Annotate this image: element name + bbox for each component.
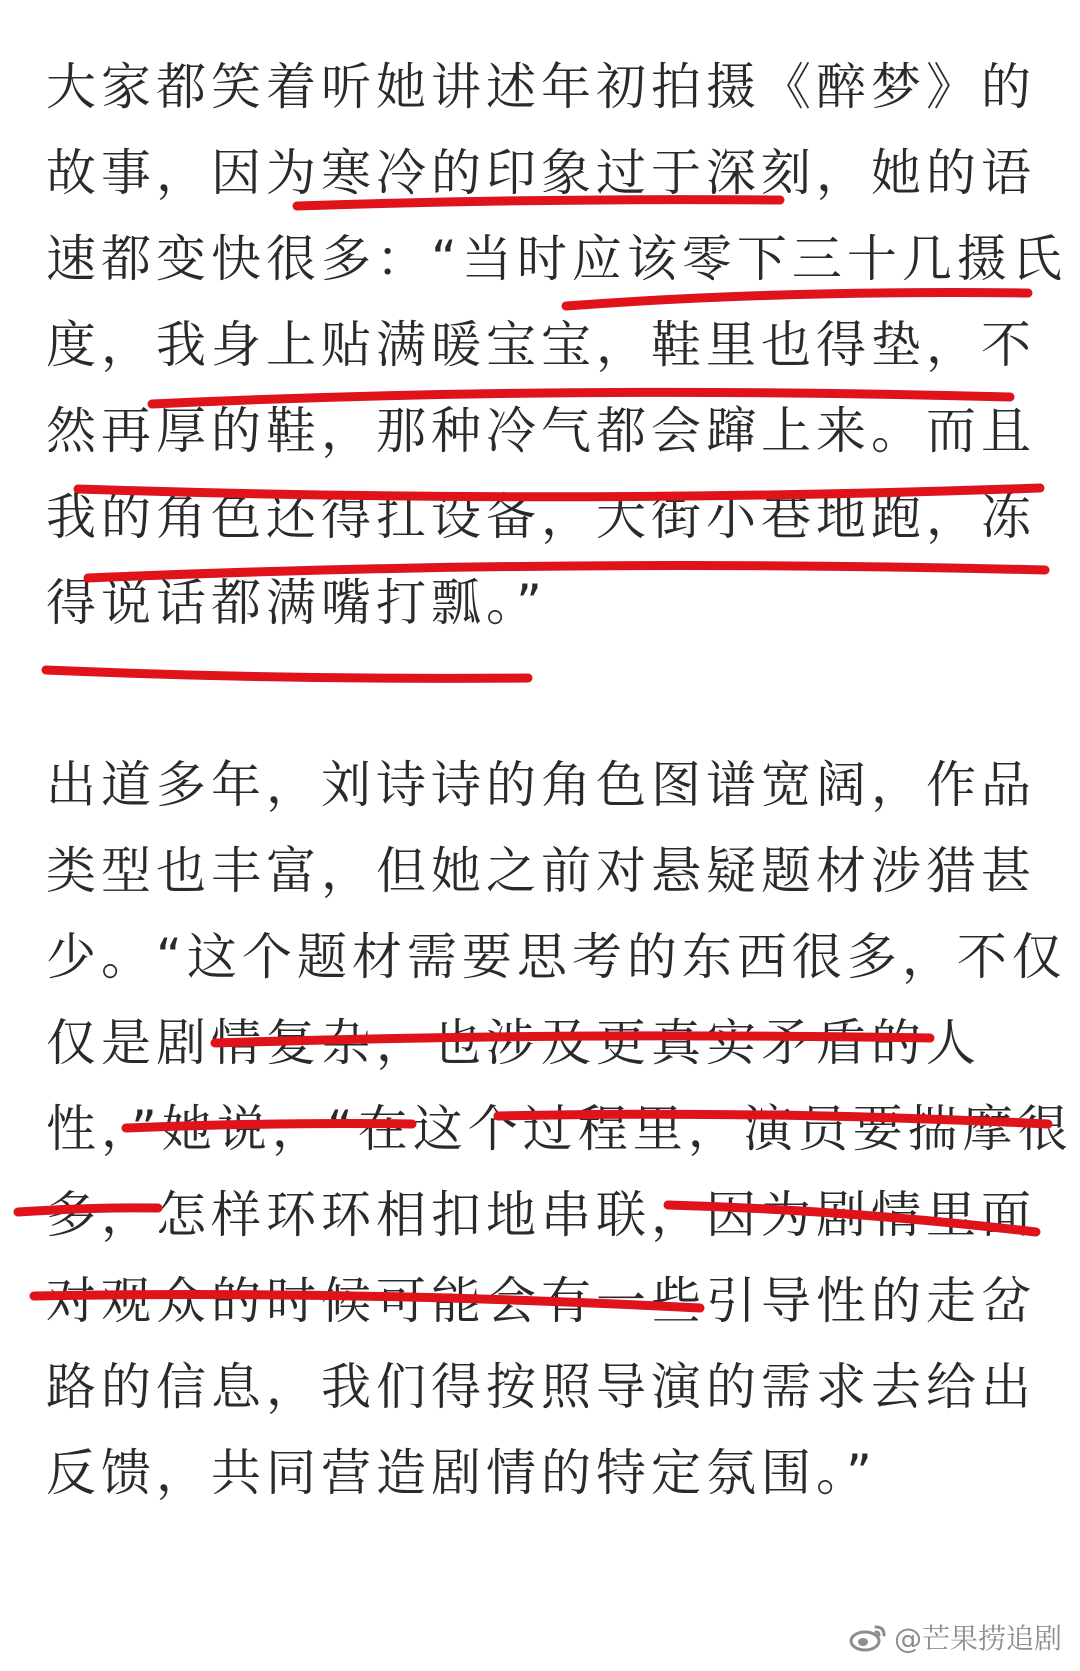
paragraph-1-line-1: 大家都笑着听她讲述年初拍摄《醉梦》的 xyxy=(46,58,1036,116)
paragraph-2-line-5: 性，”她说，“在这个过程里，演员要揣摩很 xyxy=(46,1100,1073,1158)
paragraph-2-line-2: 类型也丰富，但她之前对悬疑题材涉猎甚 xyxy=(46,842,1036,900)
paragraph-2-line-6: 多，怎样环环相扣地串联，因为剧情里面 xyxy=(46,1186,1036,1244)
paragraph-1-line-3: 速都变快很多：“当时应该零下三十几摄氏 xyxy=(46,230,1067,288)
paragraph-2-line-1: 出道多年，刘诗诗的角色图谱宽阔，作品 xyxy=(46,756,1036,814)
watermark-text: @芒果捞追剧 xyxy=(893,1622,1062,1655)
paragraph-1-line-6: 我的角色还得扛设备，大街小巷地跑，冻 xyxy=(46,488,1036,546)
paragraph-1-line-2: 故事，因为寒冷的印象过于深刻，她的语 xyxy=(46,144,1036,202)
paragraph-2-line-4: 仅是剧情复杂，也涉及更真实矛盾的人 xyxy=(46,1014,981,1072)
paragraph-2-line-3: 少。“这个题材需要思考的东西很多，不仅 xyxy=(46,928,1067,986)
paragraph-1-line-5: 然再厚的鞋，那种冷气都会蹿上来。而且 xyxy=(46,402,1036,460)
weibo-logo-icon xyxy=(848,1621,888,1653)
paragraph-1-line-4: 度，我身上贴满暖宝宝，鞋里也得垫，不 xyxy=(46,316,1036,374)
weibo-watermark xyxy=(848,1617,1062,1657)
paragraph-1-line-7: 得说话都满嘴打瓢。” xyxy=(46,574,547,632)
paragraph-2-line-8: 路的信息，我们得按照导演的需求去给出 xyxy=(46,1358,1036,1416)
paragraph-2-line-7: 对观众的时候可能会有一些引导性的走岔 xyxy=(46,1272,1036,1330)
paragraph-2-line-9: 反馈，共同营造剧情的特定氛围。” xyxy=(46,1444,877,1502)
